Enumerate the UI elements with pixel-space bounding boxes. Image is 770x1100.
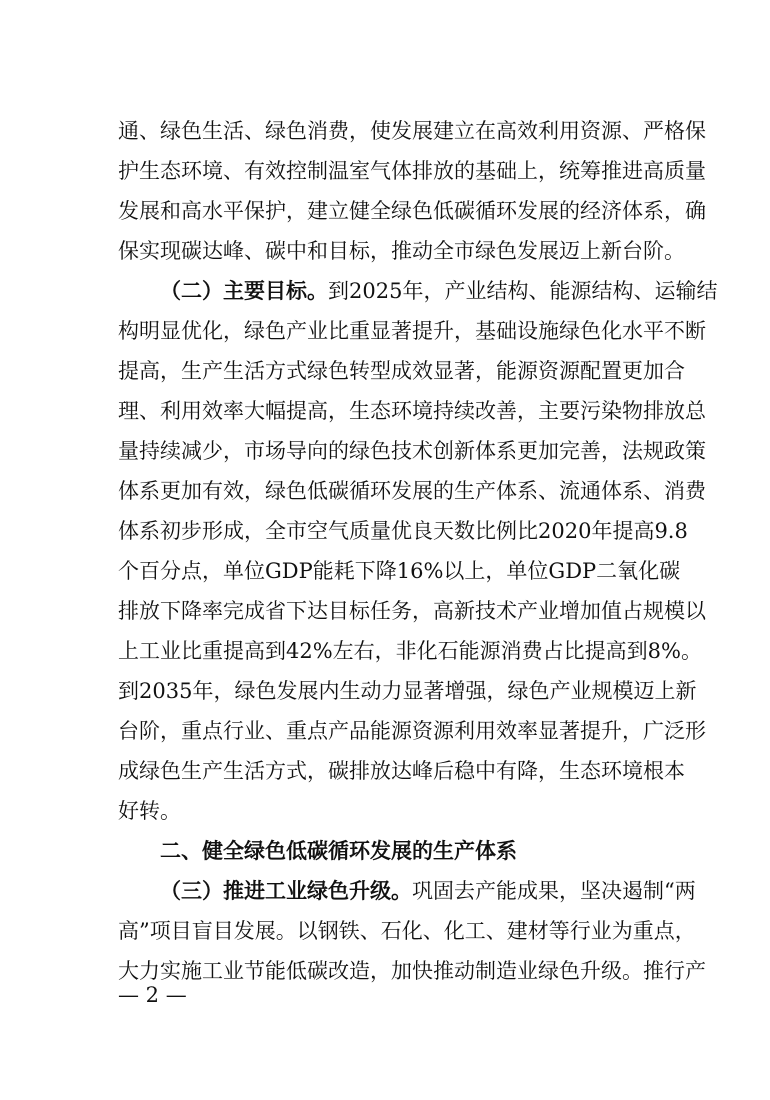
- body-line: 量持续减少，市场导向的绿色技术创新体系更加完善，法规政策: [118, 439, 706, 463]
- body-line: 到2035年，绿色发展内生动力显著增强，绿色产业规模迈上新: [118, 679, 697, 703]
- body-line: 好转。: [118, 799, 181, 823]
- body-line: 台阶，重点行业、重点产品能源资源利用效率显著提升，广泛形: [118, 719, 706, 743]
- body-line: 高”项目盲目发展。以钢铁、石化、化工、建材等行业为重点，: [118, 919, 696, 943]
- section-label: （二）主要目标。: [160, 278, 328, 303]
- body-line: 理、利用效率大幅提高，生态环境持续改善，主要污染物排放总: [118, 399, 706, 423]
- section-heading: 二、健全绿色低碳循环发展的生产体系: [160, 838, 517, 863]
- body-line: 个百分点，单位GDP能耗下降16%以上，单位GDP二氧化碳: [118, 559, 681, 583]
- body-line: 护生态环境、有效控制温室气体排放的基础上，统筹推进高质量: [118, 159, 706, 183]
- body-line: 排放下降率完成省下达目标任务，高新技术产业增加值占规模以: [118, 599, 706, 623]
- page-number: — 2 —: [118, 983, 187, 1007]
- body-line: 发展和高水平保护，建立健全绿色低碳循环发展的经济体系，确: [118, 199, 706, 223]
- body-line: 成绿色生产生活方式，碳排放达峰后稳中有降，生态环境根本: [118, 759, 685, 783]
- section-label: （三）推进工业绿色升级。: [160, 878, 412, 903]
- body-text: 到2025年，产业结构、能源结构、运输结: [328, 279, 718, 303]
- section-industry-first-line: [160, 878, 696, 904]
- body-line: 大力实施工业节能低碳改造，加快推动制造业绿色升级。推行产: [118, 959, 706, 983]
- body-line: 提高，生产生活方式绿色转型成效显著，能源资源配置更加合: [118, 359, 685, 383]
- body-line: 保实现碳达峰、碳中和目标，推动全市绿色发展迈上新台阶。: [118, 239, 685, 263]
- body-line: 体系更加有效，绿色低碳循环发展的生产体系、流通体系、消费: [118, 479, 706, 503]
- section-target-first-line: [160, 278, 718, 304]
- body-line: 通、绿色生活、绿色消费，使发展建立在高效利用资源、严格保: [118, 119, 706, 143]
- body-line: 上工业比重提高到42%左右，非化石能源消费占比提高到8%。: [118, 639, 702, 663]
- body-text: 巩固去产能成果，坚决遏制“两: [412, 879, 696, 903]
- body-line: 体系初步形成，全市空气质量优良天数比例比2020年提高9.8: [118, 519, 688, 543]
- body-line: 构明显优化，绿色产业比重显著提升，基础设施绿色化水平不断: [118, 319, 706, 343]
